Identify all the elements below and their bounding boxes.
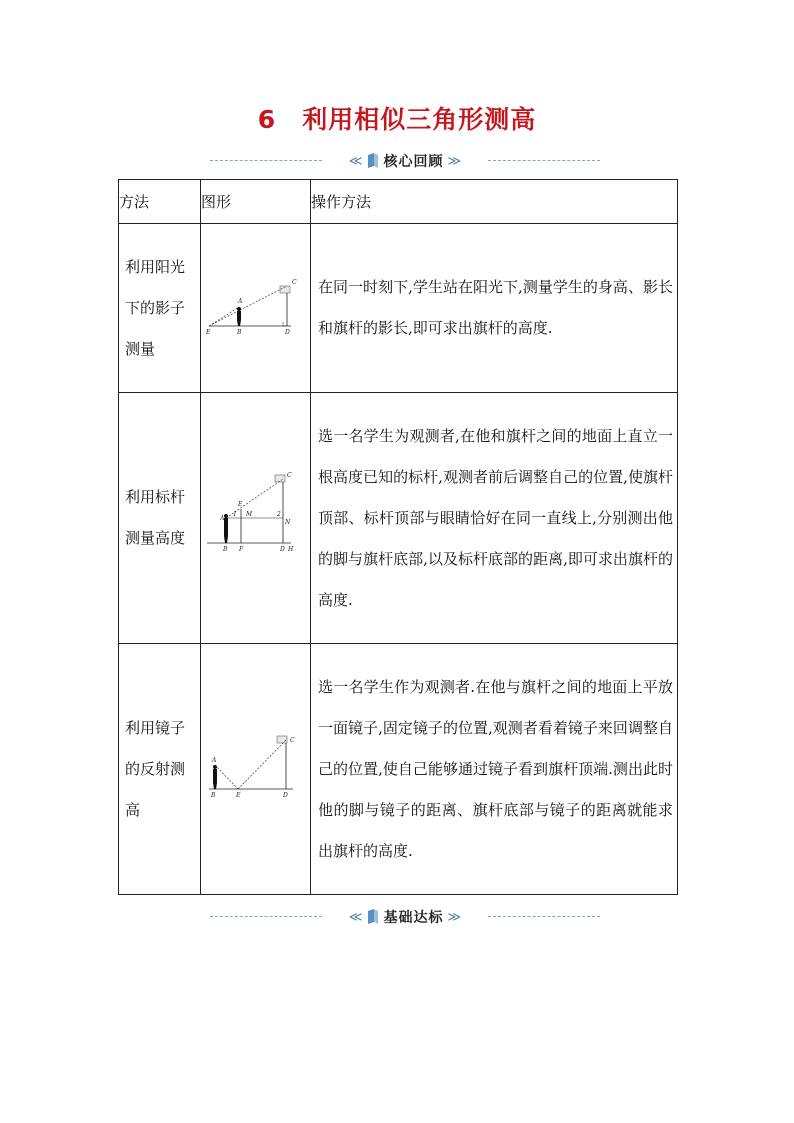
divider-left [210,160,322,161]
label-d: D [285,329,290,336]
lesson-title: 利用相似三角形测高 [302,105,537,134]
label-angle-1: 1 [233,511,237,518]
header-figure: 图形 [201,180,311,224]
chevron-right-icon: ≫ [447,909,462,925]
section-title-practice: 基础达标 [383,910,444,926]
table-header-row [119,180,678,224]
divider-left [210,916,322,917]
label-c: C [287,472,292,479]
figure-cell [201,644,311,895]
label-d: D [283,792,288,799]
description-shadow: 在同一时刻下,学生站在阳光下,测量学生的身高、影长和旗杆的影长,即可求出旗杆的高度. [311,224,678,393]
section-title-review: 核心回顾 [383,154,444,170]
label-b: B [223,546,228,553]
label-e: E [206,329,211,336]
shadow-diagram [201,224,311,392]
chevron-left-icon: ≪ [348,153,363,169]
label-h: H [288,546,294,553]
method-pole: 利用标杆测量高度 [119,393,201,644]
label-e: E [238,501,243,508]
label-b: B [211,792,216,799]
label-f: F [239,546,244,553]
methods-table [118,179,678,895]
method-shadow: 利用阳光下的影子测量 [119,224,201,393]
section-header-review [210,150,600,172]
divider-right [488,160,600,161]
book-icon [366,909,380,925]
header-operation: 操作方法 [311,180,678,224]
figure-cell [201,393,311,644]
book-icon [366,153,380,169]
mirror-diagram [201,644,311,894]
label-n: N [285,519,291,526]
page-title [0,100,794,136]
table-row [119,224,678,393]
table-row [119,644,678,895]
lesson-number: 6 [257,105,277,134]
label-m: M [246,511,253,518]
label-a: A [212,757,217,764]
label-e: E [236,792,241,799]
method-mirror: 利用镜子的反射测高 [119,644,201,895]
label-c: C [292,279,297,286]
label-a: A [238,298,243,305]
label-c: C [290,737,295,744]
label-d: D [280,546,285,553]
section-header-practice [210,906,600,928]
description-pole: 选一名学生为观测者,在他和旗杆之间的地面上直立一根高度已知的标杆,观测者前后调整自己的位置,使旗杆顶部、标杆顶部与眼睛恰好在同一直线上,分别测出他的脚与旗杆底部,以及标杆底部的距离,即可求出旗杆的高度. [311,393,678,644]
pole-diagram [201,393,311,643]
description-mirror: 选一名学生作为观测者.在他与旗杆之间的地面上平放一面镜子,固定镜子的位置,观测者看着镜子来回调整自己的位置,使自己能够通过镜子看到旗杆顶端.测出此时他的脚与镜子的距离、旗杆底部与镜子的距离就能求出旗杆的高度. [311,644,678,895]
chevron-right-icon: ≫ [447,153,462,169]
label-b: B [237,329,242,336]
label-a: A [220,515,225,522]
figure-cell [201,224,311,393]
divider-right [488,916,600,917]
header-method: 方法 [119,180,201,224]
table-row [119,393,678,644]
chevron-left-icon: ≪ [348,909,363,925]
label-angle-2: 2 [277,511,281,518]
